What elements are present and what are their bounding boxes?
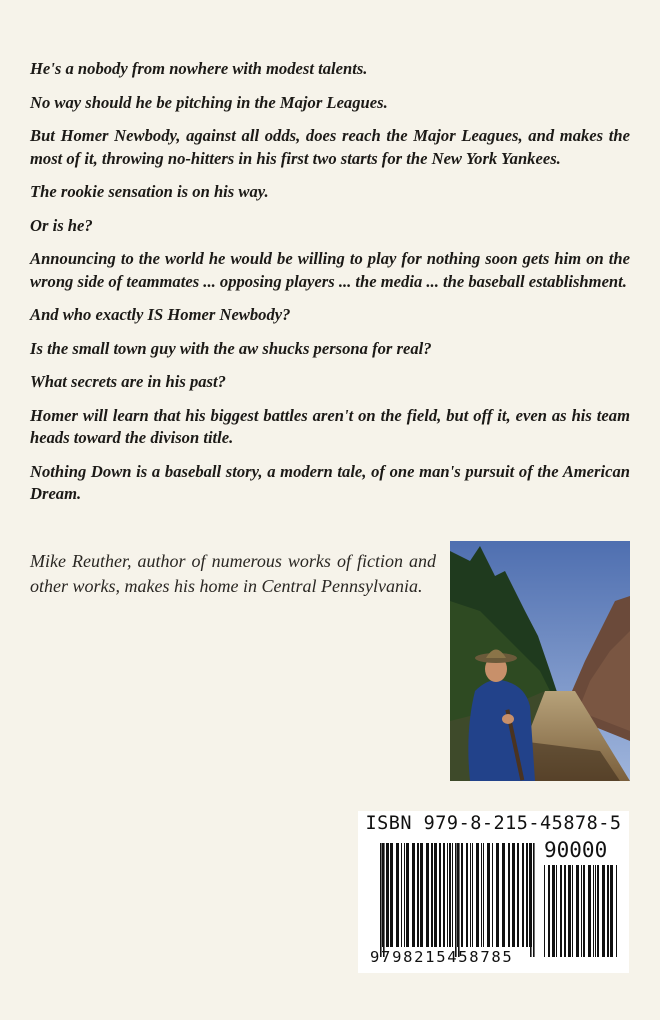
barcode-bar <box>597 865 599 957</box>
barcode-bar <box>607 865 609 957</box>
blurb-paragraph: Nothing Down is a baseball story, a modern tale, of one man's pursuit of the American Dream. <box>30 461 630 503</box>
blurb-paragraph: Or is he? <box>30 215 93 235</box>
barcode-bar <box>548 865 550 957</box>
barcode-bar <box>404 843 405 947</box>
blurb-paragraph: But Homer Newbody, against all odds, does reach the Major Leagues, and makes the most of it, throwing no-hitters in his first two starts for the New York Yankees. <box>30 126 630 168</box>
barcode-bar <box>568 865 571 957</box>
barcode-bar <box>602 865 605 957</box>
barcode-bar <box>472 843 473 947</box>
barcode-bar <box>556 865 557 957</box>
barcode-bar <box>581 865 582 957</box>
barcode-bar <box>544 865 545 957</box>
barcode-bar <box>390 843 393 947</box>
barcode-bar <box>583 865 585 957</box>
barcode-bar <box>517 843 519 947</box>
barcode-bar <box>412 843 415 947</box>
blurb-paragraph: The rookie sensation is on his way. <box>30 182 269 201</box>
barcode-bar <box>595 865 596 957</box>
barcode-bar <box>481 843 482 947</box>
author-bio: Mike Reuther, author of numerous works of fiction and other works, makes his home in Central Pennsylvania. <box>30 551 436 596</box>
barcode-guard-bar <box>533 843 535 957</box>
barcode-bar <box>452 843 453 947</box>
barcode-bar <box>461 843 463 947</box>
barcode-bar <box>426 843 429 947</box>
barcode-bar <box>476 843 479 947</box>
barcode-bar <box>496 843 499 947</box>
barcode-bar <box>443 843 445 947</box>
blurb-paragraph: Announcing to the world he would be willing to play for nothing soon gets him on the wrong side of teammates ... opposing players ... the media ... the baseball establishment. <box>30 249 630 291</box>
barcode-bar <box>610 865 613 957</box>
barcode-guard-bar <box>530 843 532 957</box>
barcode-bar <box>616 865 617 957</box>
barcode-bar <box>386 843 389 947</box>
barcode-bar <box>382 843 383 947</box>
barcode-bar <box>576 865 579 957</box>
blurb-paragraph: Is the small town guy with the aw shucks persona for real? <box>30 338 432 358</box>
isbn-label: ISBN 979-8-215-45878-5 <box>365 813 622 834</box>
barcode-bar <box>522 843 524 947</box>
barcode-bar <box>564 865 566 957</box>
barcode-bar <box>512 843 515 947</box>
blurb-paragraph: What secrets are in his past? <box>30 372 226 391</box>
blurb-paragraph: Homer will learn that his biggest battles aren't on the field, but off it, even as his team heads toward the divison title. <box>30 405 630 447</box>
barcode-bar <box>508 843 510 947</box>
barcode-bar <box>483 843 484 947</box>
barcode-bar <box>417 843 419 947</box>
barcode-bar <box>457 843 458 947</box>
barcode-bar <box>502 843 505 947</box>
barcode-guard-bar <box>380 843 382 957</box>
barcode-bar <box>466 843 468 947</box>
barcode-bar <box>552 865 555 957</box>
barcode-bar <box>396 843 399 947</box>
barcode-bar <box>431 843 433 947</box>
barcode-guard-bar <box>455 843 457 957</box>
barcode-bar <box>572 865 573 957</box>
back-cover-blurb <box>30 58 630 517</box>
barcode-bar <box>434 843 437 947</box>
barcode-bar <box>439 843 441 947</box>
barcode-bar <box>449 843 451 947</box>
barcode-guard-bar <box>383 843 385 957</box>
barcode-bar <box>401 843 402 947</box>
barcode-bar <box>560 865 562 957</box>
barcode-bar <box>447 843 448 947</box>
barcode-bar <box>526 843 528 947</box>
barcode-bar <box>487 843 490 947</box>
barcode-bar <box>470 843 471 947</box>
barcode-bar <box>588 865 591 957</box>
blurb-paragraph: He's a nobody from nowhere with modest talents. <box>30 59 368 78</box>
barcode-bar <box>492 843 493 947</box>
author-photo <box>450 541 630 781</box>
blurb-paragraph: No way should he be pitching in the Major Leagues. <box>30 92 388 112</box>
barcode-bar <box>420 843 423 947</box>
isbn-barcode <box>358 811 629 973</box>
blurb-paragraph: And who exactly IS Homer Newbody? <box>30 305 291 324</box>
barcode-guard-bar <box>458 843 460 957</box>
author-photo-illustration <box>450 541 630 781</box>
barcode-bar <box>406 843 409 947</box>
ean-digits: 9798215458785 <box>370 948 514 966</box>
barcode-bar <box>593 865 594 957</box>
price-addon-code: 90000 <box>544 838 608 862</box>
